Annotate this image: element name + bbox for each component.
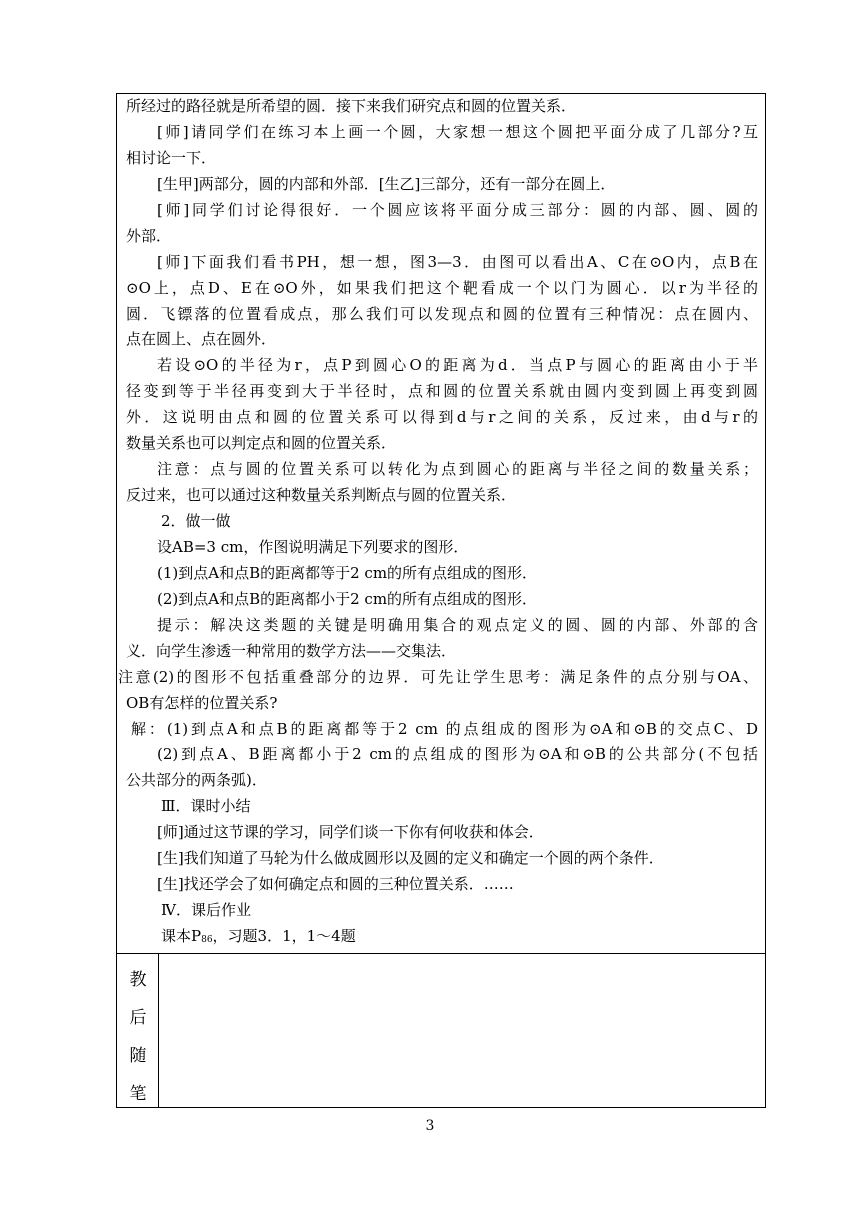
text-line: 注意(2)的图形不包括重叠部分的边界．可先让学生思考：满足条件的点分别与OA、 [118, 667, 758, 686]
notes-label-cell [117, 954, 159, 1107]
text-line: (2)到点A和点B的距离都小于2 cm的所有点组成的图形． [157, 589, 538, 608]
homework-line [161, 923, 793, 949]
text-line: 数量关系也可以判定点和圆的位置关系． [126, 434, 397, 453]
text-line: 若设⊙O的半径为r，点P到圆心O的距离为d．当点P与圆心的距离由小于半 [157, 356, 758, 375]
text-line: [生]我们知道了马轮为什么做成圆形以及圆的定义和确定一个圆的两个条件． [157, 849, 664, 868]
content-cell [117, 94, 765, 954]
homework-page-subscript: 86 [201, 935, 213, 945]
notes-label-char: 后 [129, 1008, 147, 1028]
text-line: 义．向学生渗透一种常用的数学方法——交集法． [126, 641, 457, 660]
text-line: 径变到等于半径再变到大于半径时，点和圆的位置关系就由圆内变到圆上再变到圆 [126, 382, 758, 401]
homework-prefix: 课本P [161, 927, 202, 945]
text-line: 提示：解决这类题的关键是明确用集合的观点定义的圆、圆的内部、外部的含 [157, 615, 758, 634]
text-line: 公共部分的两条弧)． [126, 771, 267, 790]
text-line: [生]找还学会了如何确定点和圆的三种位置关系．…… [157, 875, 514, 894]
text-line: (1)到点A和点B的距离都等于2 cm的所有点组成的图形． [157, 563, 538, 582]
text-line: ⊙O上，点D、E在⊙O外，如果我们把这个靶看成一个以门为圆心．以r为半径的 [126, 278, 758, 297]
text-line: Ⅳ．课后作业 [161, 901, 251, 920]
text-line: 圆．飞镖落的位置看成点，那么我们可以发现点和圆的位置有三种情况：点在圆内、 [126, 304, 758, 323]
text-line: 相讨论一下． [126, 148, 217, 167]
text-line: [师]同学们讨论得很好．一个圆应该将平面分成三部分：圆的内部、圆、圆的 [157, 200, 758, 219]
page-number: 3 [425, 1118, 435, 1134]
notes-label-char: 随 [129, 1046, 147, 1066]
text-line: 点在圆上、点在圆外． [126, 330, 277, 349]
notes-area [159, 954, 765, 1107]
text-line: 设AB=3 cm，作图说明满足下列要求的图形． [157, 537, 469, 556]
text-line: 外部． [126, 226, 172, 245]
homework-suffix: ，习题3．1，1～4题 [212, 927, 356, 945]
text-line: (2)到点A、B距离都小于2 cm的点组成的图形为⊙A和⊙B的公共部分(不包括 [157, 745, 758, 764]
text-line: 所经过的路径就是所希望的圆．接下来我们研究点和圆的位置关系． [126, 97, 577, 115]
notes-label-char: 教 [129, 970, 147, 990]
text-line: 2．做一做 [161, 512, 231, 530]
text-line: [师]下面我们看书PH，想一想，图3—3．由图可以看出A、C在⊙O内，点B在 [157, 252, 758, 271]
text-line: 反过来，也可以通过这种数量关系判断点与圆的位置关系． [126, 486, 517, 505]
text-line: 注意：点与圆的位置关系可以转化为点到圆心的距离与半径之间的数量关系； [157, 460, 758, 479]
text-line: [生甲]两部分，圆的内部和外部．[生乙]三部分，还有一部分在圆上． [157, 174, 616, 193]
text-line: 外．这说明由点和圆的位置关系可以得到d与r之间的关系，反过来，由d与r的 [126, 408, 758, 427]
notes-label-char: 笔 [129, 1084, 147, 1104]
text-line: [师]请同学们在练习本上画一个圆，大家想一想这个圆把平面分成了几部分?互 [157, 122, 758, 141]
lesson-plan-table [116, 93, 766, 1108]
text-line: Ⅲ．课时小结 [161, 797, 251, 816]
text-line: 解：(1)到点A和点B的距离都等于2 cm 的点组成的图形为⊙A和⊙B的交点C、D [131, 719, 758, 738]
text-line: [师]通过这节课的学习，同学们谈一下你有何收获和体会． [157, 823, 544, 842]
text-line: OB有怎样的位置关系? [126, 693, 278, 712]
